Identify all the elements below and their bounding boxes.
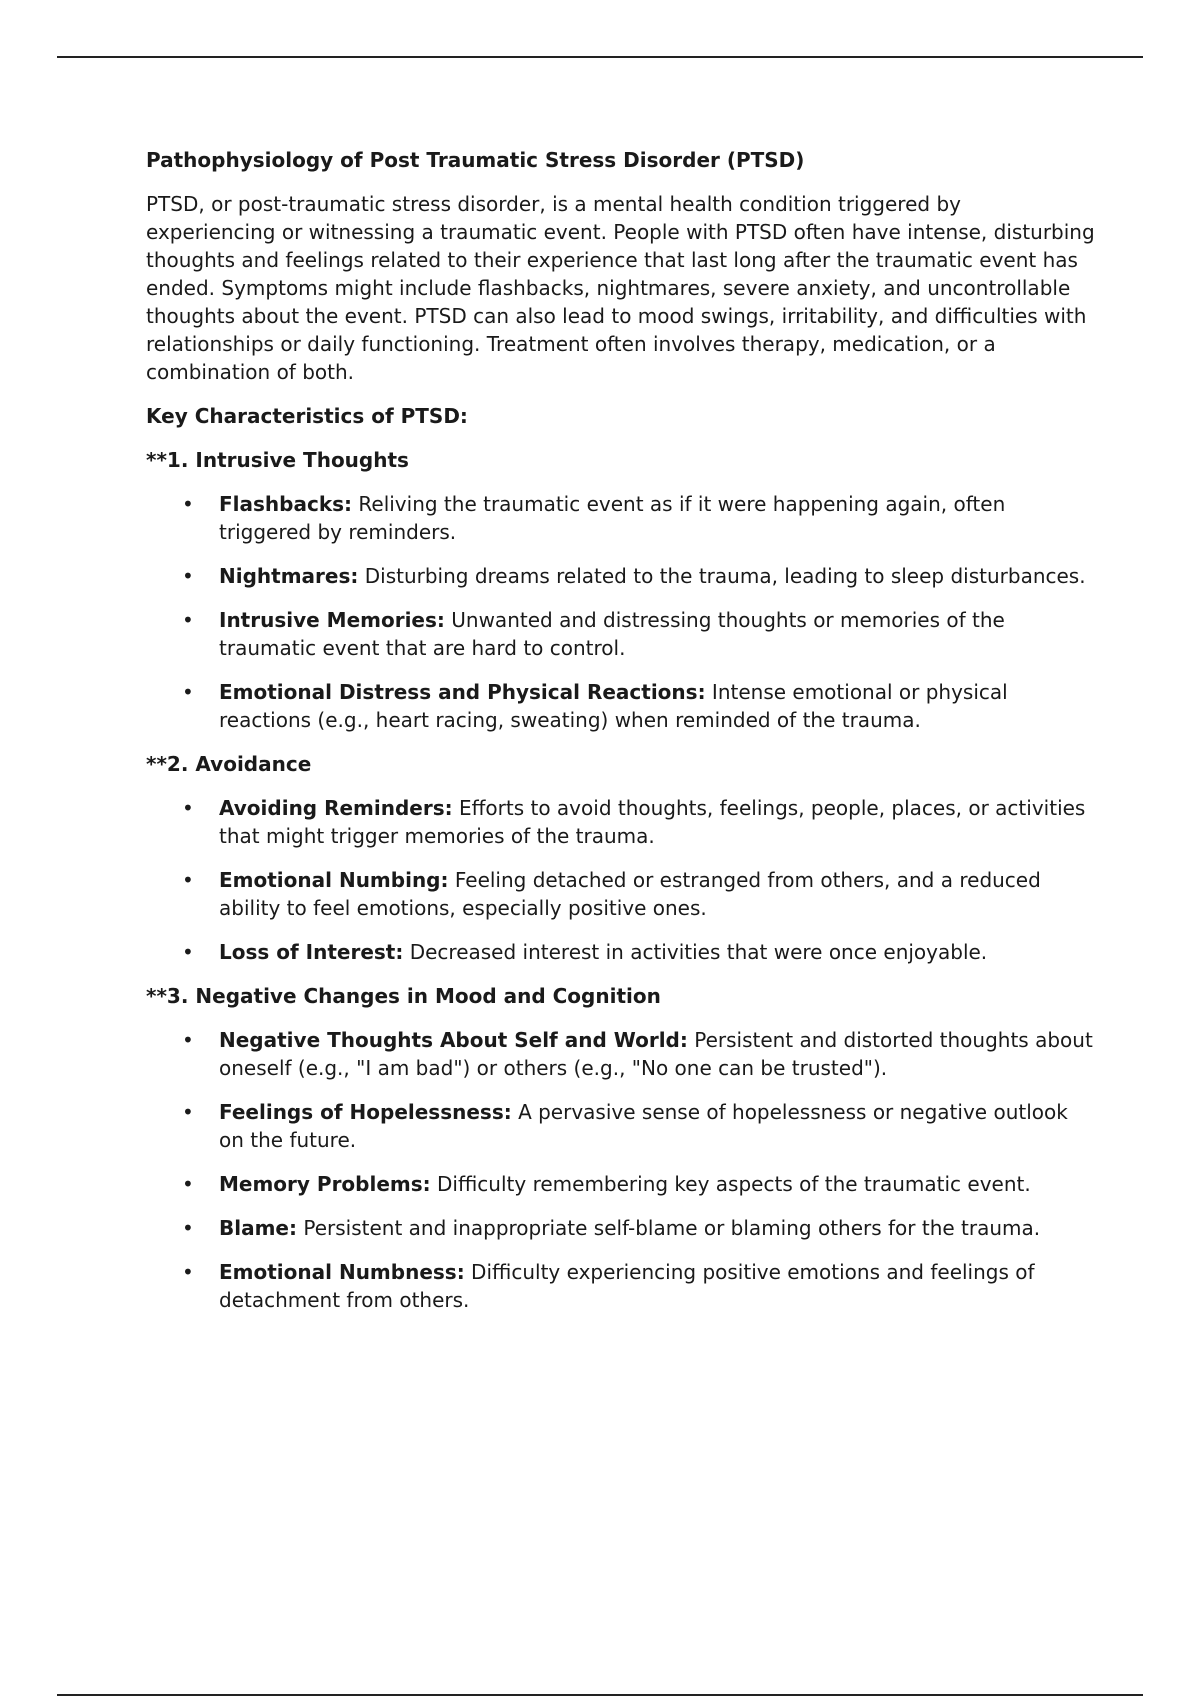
item-term: Loss of Interest:: [219, 940, 404, 964]
intro-paragraph: PTSD, or post-traumatic stress disorder, is a mental health condition triggered by experiencing or witnessing a traumatic event. People with PTSD often have intense, disturbing thoughts and feelings related to their experience that last long after the traumatic event has ended. Symptoms might include flashbacks, nightmares, severe anxiety, and uncontrollable thoughts about the event. PTSD can also lead to mood swings, irritability, and difficulties with relationships or daily functioning. Treatment often involves therapy, medication, or a combination of both.: [146, 192, 1095, 384]
document-body: [146, 146, 1096, 1330]
bullet-icon: •: [182, 1172, 194, 1196]
section-intrusive-thoughts: [146, 446, 1096, 734]
bullet-icon: •: [182, 1028, 194, 1052]
item-text: Efforts to avoid thoughts, feelings, people, places, or activities that might trigger memories of the trauma.: [219, 796, 1086, 848]
item-term: Emotional Numbing:: [219, 868, 449, 892]
bullet-icon: •: [182, 680, 194, 704]
section-avoidance: [146, 750, 1096, 966]
list-item: [146, 866, 1096, 922]
section-heading: **2. Avoidance: [146, 752, 312, 776]
item-term: Emotional Distress and Physical Reactions:: [219, 680, 706, 704]
item-term: Flashbacks:: [219, 492, 353, 516]
list-item: [146, 606, 1096, 662]
item-term: Avoiding Reminders:: [219, 796, 453, 820]
item-text: Intense emotional or physical reactions (e.g., heart racing, sweating) when reminded of the trauma.: [219, 680, 1008, 732]
document-title: Pathophysiology of Post Traumatic Stress Disorder (PTSD): [146, 148, 805, 172]
item-term: Nightmares:: [219, 564, 359, 588]
section-heading: **1. Intrusive Thoughts: [146, 448, 409, 472]
section-mood-cognition: [146, 982, 1096, 1314]
item-term: Negative Thoughts About Self and World:: [219, 1028, 688, 1052]
bullet-list: [146, 490, 1096, 734]
bullet-icon: •: [182, 868, 194, 892]
item-term: Memory Problems:: [219, 1172, 431, 1196]
bullet-icon: •: [182, 608, 194, 632]
bullet-icon: •: [182, 1216, 194, 1240]
list-item: [146, 1214, 1096, 1242]
item-text: Difficulty experiencing positive emotions and feelings of detachment from others.: [219, 1260, 1035, 1312]
item-term: Blame:: [219, 1216, 297, 1240]
item-text: A pervasive sense of hopelessness or negative outlook on the future.: [219, 1100, 1068, 1152]
list-item: [146, 562, 1096, 590]
bullet-icon: •: [182, 564, 194, 588]
list-item: [146, 490, 1096, 546]
list-item: [146, 1098, 1096, 1154]
key-characteristics-heading: Key Characteristics of PTSD:: [146, 404, 468, 428]
item-text: Reliving the traumatic event as if it were happening again, often triggered by reminders.: [219, 492, 1006, 544]
bullet-icon: •: [182, 1260, 194, 1284]
section-heading: **3. Negative Changes in Mood and Cognition: [146, 984, 661, 1008]
item-term: Emotional Numbness:: [219, 1260, 465, 1284]
item-text: Persistent and inappropriate self-blame or blaming others for the trauma.: [297, 1216, 1041, 1240]
item-term: Intrusive Memories:: [219, 608, 445, 632]
list-item: [146, 938, 1096, 966]
list-item: [146, 1170, 1096, 1198]
item-text: Unwanted and distressing thoughts or memories of the traumatic event that are hard to control.: [219, 608, 1005, 660]
list-item: [146, 678, 1096, 734]
list-item: [146, 1026, 1096, 1082]
bullet-icon: •: [182, 492, 194, 516]
item-text: Decreased interest in activities that were once enjoyable.: [403, 940, 988, 964]
bullet-icon: •: [182, 796, 194, 820]
list-item: [146, 794, 1096, 850]
item-text: Feeling detached or estranged from others, and a reduced ability to feel emotions, especially positive ones.: [219, 868, 1041, 920]
item-text: Difficulty remembering key aspects of the traumatic event.: [430, 1172, 1031, 1196]
item-term: Feelings of Hopelessness:: [219, 1100, 512, 1124]
item-text: Disturbing dreams related to the trauma, leading to sleep disturbances.: [358, 564, 1086, 588]
bullet-icon: •: [182, 940, 194, 964]
item-text: Persistent and distorted thoughts about oneself (e.g., "I am bad") or others (e.g., "No one can be trusted").: [219, 1028, 1093, 1080]
footer-rule: [57, 1694, 1143, 1696]
bullet-icon: •: [182, 1100, 194, 1124]
list-item: [146, 1258, 1096, 1314]
bullet-list: [146, 1026, 1096, 1314]
bullet-list: [146, 794, 1096, 966]
header-rule: [57, 56, 1143, 58]
